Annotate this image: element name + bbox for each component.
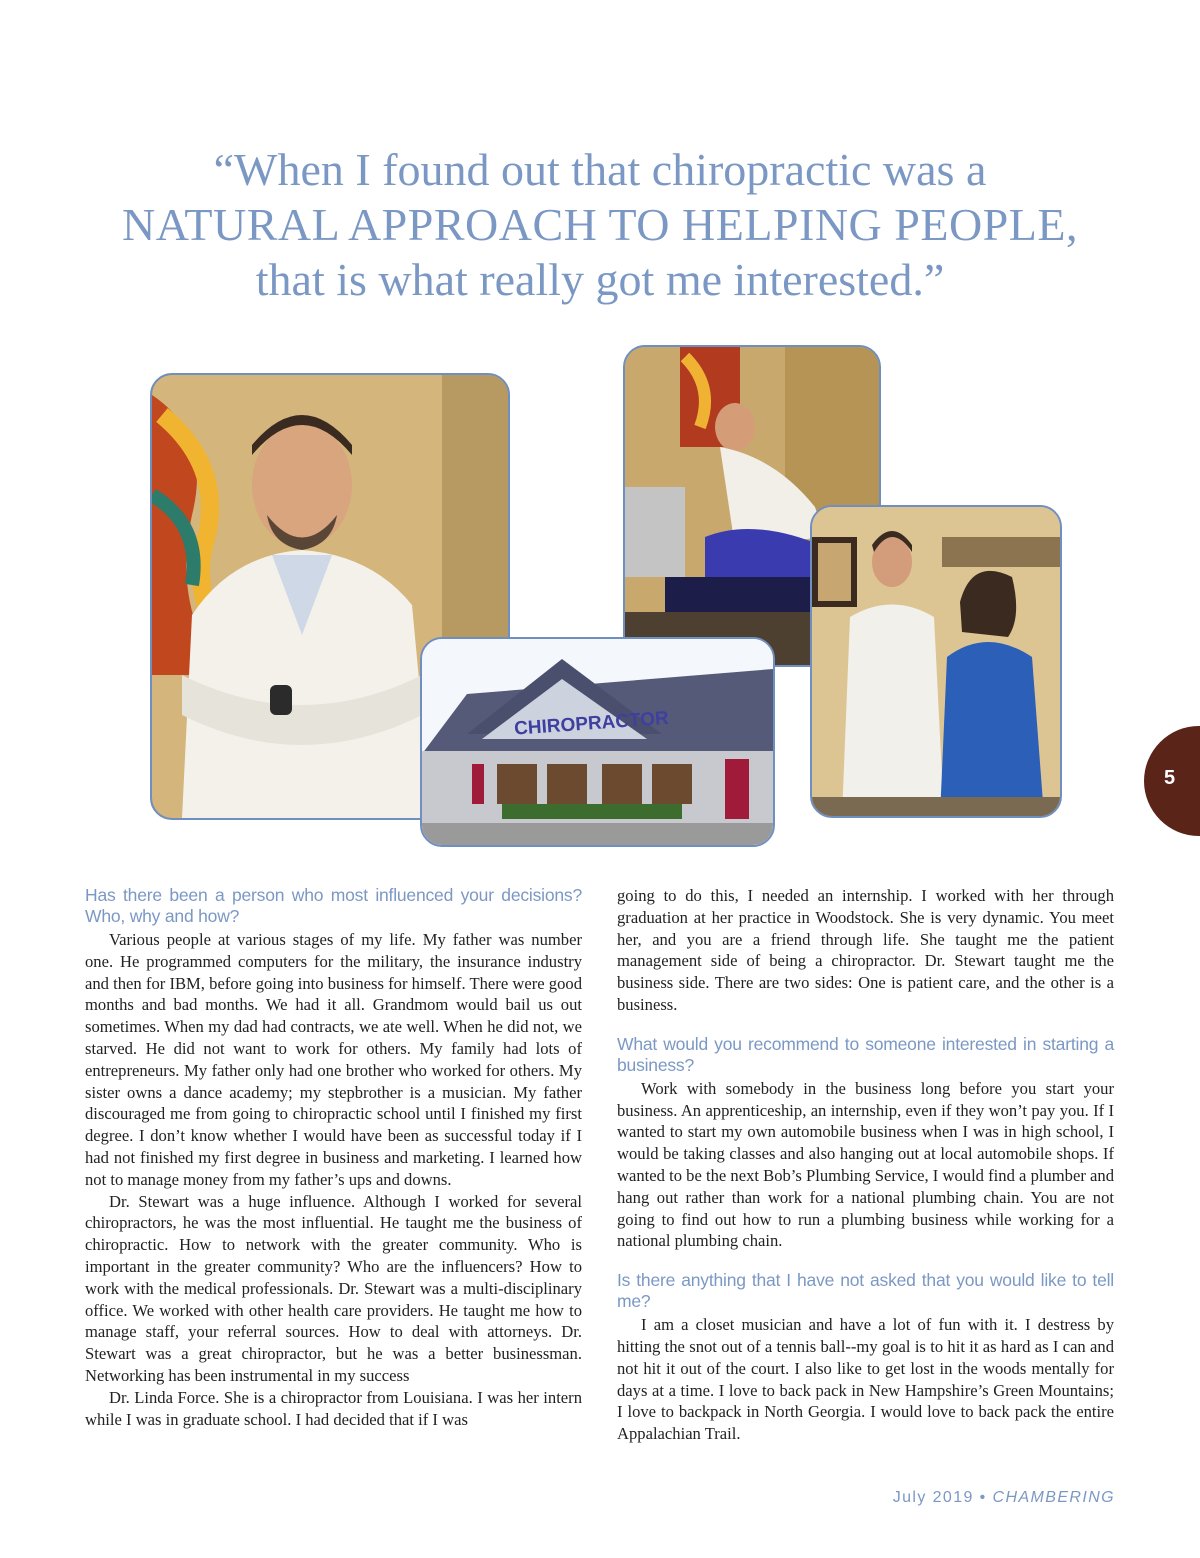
pull-quote-line-3: that is what really got me interested.” xyxy=(255,254,945,305)
pull-quote-line-1: “When I found out that chiropractic was a xyxy=(213,144,987,195)
paragraph: Various people at various stages of my life. My father was number one. He programmed computers for the military, the insurance industry and then for IBM, before going into business for himself. There were good months and bad months. We had it all. Grandmom would bail us out sometimes. When my dad had contracts, we ate well. When he did not, we starved. He did not want to work for others. My family had lots of entrepreneurs. My father only had one brother who worked for others. My sister owns a dance academy; my stepbrother is a musician. My father discouraged me from going to chiropractic school until I finished my first degree. I don’t know whether I would have been as successful today if I had not finished my first degree in business and marketing. I learned how not to manage money from my father’s ups and downs. xyxy=(85,930,582,1189)
question-heading: Has there been a person who most influenced your decisions? Who, why and how? xyxy=(85,885,582,926)
page-number: 5 xyxy=(1164,767,1176,789)
question-heading: Is there anything that I have not asked that you would like to tell me? xyxy=(617,1270,1114,1312)
question-heading: What would you recommend to someone interested in starting a business? xyxy=(617,1033,1114,1075)
page-footer xyxy=(893,1489,1115,1507)
paragraph: Dr. Linda Force. She is a chiropractor from Louisiana. I was her intern while I was in graduate school. I had decided that if I was xyxy=(85,1387,582,1429)
paragraph: I am a closet musician and have a lot of fun with it. I destress by hitting the snot out of a tennis ball--my goal is to hit it as hard as I can and not hit it out of the court. I also like to get lost in the woods mentally for days at a time. I love to back pack in New Hampshire’s Green Mountains; I love to backpack in North Georgia. I would love to back pack the entire Appalachian Trail. xyxy=(617,1315,1114,1444)
doctor-and-assistant-photo xyxy=(810,505,1062,818)
magazine-name: CHAMBERING xyxy=(992,1489,1115,1506)
right-column xyxy=(617,885,1114,1445)
issue-date: July 2019 xyxy=(892,1489,974,1506)
left-column xyxy=(85,885,582,1430)
building-sign-text: CHIROPRACTOR xyxy=(513,707,670,740)
paragraph: going to do this, I needed an internship. I worked with her through graduation at her practice in Woodstock. She is very dynamic. You meet her, and you are a friend through life. She taught me the patient management side of being a chiropractor. Dr. Stewart taught me the business side. There are two sides: One is patient care, and the other is a business. xyxy=(617,886,1114,1014)
pull-quote-line-2: NATURAL APPROACH TO HELPING PEOPLE, xyxy=(122,199,1078,250)
paragraph: Work with somebody in the business long before you start your business. An apprenticeship, an internship, even if they won’t pay you. If I wanted to start my own automobile business when I was in high school, I would be taking classes and also hanging out at local automobile shops. If wanted to be the next Bob’s Plumbing Service, I would find a plumber and hang out rather than work for a national plumbing chain. You are not going to find out how to run a plumbing business while working for a national plumbing chain. xyxy=(617,1078,1114,1251)
paragraph: Dr. Stewart was a huge influence. Although I worked for several chiropractors, he was the most influential. He taught me the business of chiropractic. How to network with the greater community. Who is important in the greater community? Who are the influencers? How to work with the medical professionals. Dr. Stewart was a multi-disciplinary office. We worked with other health care providers. He taught me how to manage staff, your referral sources. How to deal with attorneys. Dr. Stewart was a great chiropractor, but he was a better businessman. Networking has been instrumental in my success xyxy=(85,1191,582,1385)
clinic-building-photo xyxy=(420,637,775,847)
pull-quote xyxy=(40,142,1160,307)
footer-separator: • xyxy=(979,1489,987,1506)
